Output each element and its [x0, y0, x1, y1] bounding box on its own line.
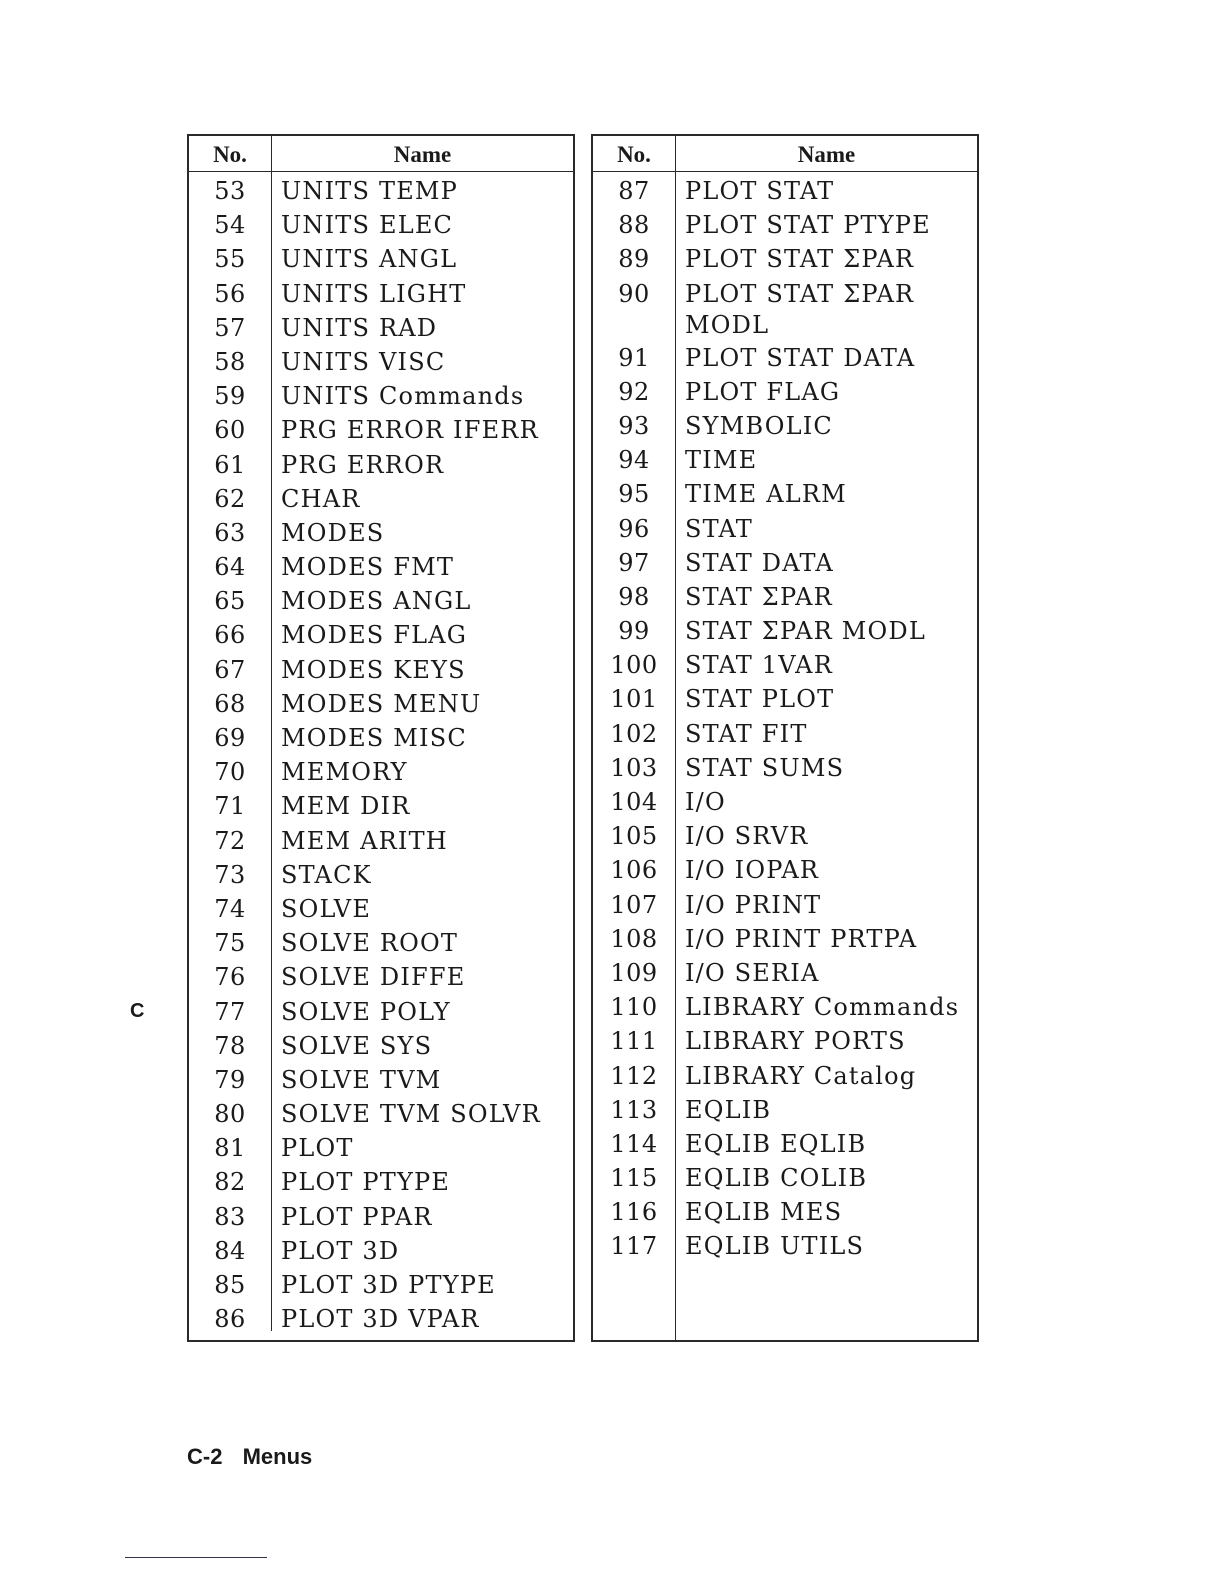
table-row [189, 822, 573, 856]
menu-name: MODES FMT [281, 553, 455, 582]
menu-name: PLOT STAT [685, 177, 835, 205]
menu-name: STAT 1VAR [685, 651, 833, 680]
menu-name: STACK [281, 860, 372, 889]
menu-name: PLOT [281, 1134, 354, 1163]
table-row [189, 719, 573, 753]
menu-number: 115 [610, 1164, 658, 1193]
table-row [189, 1095, 573, 1129]
table-row [189, 582, 573, 616]
appendix-tab: C [130, 1000, 145, 1022]
table-row [189, 1300, 573, 1334]
menu-name: I/O [685, 788, 726, 816]
menu-name: I/O PRINT [685, 890, 822, 919]
section-title: Menus [242, 1444, 313, 1469]
menu-number: 111 [610, 1027, 658, 1056]
table-header [189, 136, 573, 172]
menu-number: 67 [214, 655, 246, 684]
menu-name: UNITS VISC [281, 347, 446, 376]
menu-number: 116 [610, 1198, 658, 1227]
menu-name: PLOT STAT DATA [685, 343, 916, 372]
menu-number: 106 [610, 856, 658, 885]
table-row [189, 309, 573, 343]
menu-name: TIME [685, 446, 758, 475]
menu-number: 97 [618, 548, 650, 577]
menu-name: MODES [281, 518, 385, 547]
table-row [593, 886, 977, 920]
table-row [593, 954, 977, 988]
table-row [593, 988, 977, 1022]
table-row [189, 890, 573, 924]
table-row [189, 548, 573, 582]
table-row [593, 783, 977, 817]
menu-name: MODES MISC [281, 724, 467, 752]
header-name: Name [797, 142, 856, 167]
menu-name: MEM ARITH [281, 826, 448, 855]
menu-number: 65 [214, 587, 246, 616]
menu-number: 78 [214, 1031, 246, 1060]
menu-number: 82 [214, 1168, 246, 1197]
menu-name: LIBRARY Catalog [685, 1061, 917, 1090]
menu-number: 91 [618, 343, 650, 372]
table-row [593, 206, 977, 240]
menu-number: 87 [618, 177, 650, 205]
menu-number: 85 [214, 1271, 246, 1299]
menu-number: 90 [618, 279, 650, 308]
table-row [593, 817, 977, 851]
table-row [593, 578, 977, 612]
menu-number: 64 [214, 553, 246, 582]
menu-name: I/O SERIA [685, 958, 820, 987]
page-number: C-2 [187, 1444, 223, 1469]
menu-name-continued: MODL [685, 310, 770, 339]
menu-number: 71 [214, 792, 246, 821]
menu-number: 95 [618, 480, 650, 509]
menu-number: 76 [214, 963, 246, 992]
table-row [189, 377, 573, 411]
menu-name: MODES KEYS [281, 655, 466, 684]
table-row [189, 206, 573, 240]
table-row [593, 851, 977, 885]
table-row [593, 1091, 977, 1125]
menu-number: 84 [214, 1236, 246, 1265]
table-row [189, 240, 573, 274]
menu-number: 83 [214, 1202, 246, 1231]
menu-name: PLOT STAT ΣPAR [685, 279, 915, 308]
menu-number: 79 [214, 1065, 246, 1094]
menu-number: 89 [618, 245, 650, 274]
menu-name: I/O SRVR [685, 822, 809, 851]
header-name: Name [393, 142, 452, 167]
table-row [189, 856, 573, 890]
menu-number: 117 [610, 1232, 658, 1261]
menu-name: EQLIB COLIB [685, 1164, 868, 1193]
menu-number: 59 [214, 382, 246, 411]
table-row [189, 1061, 573, 1095]
menu-number: 54 [214, 211, 246, 240]
menu-number: 112 [610, 1061, 658, 1090]
menu-name: STAT FIT [685, 719, 808, 748]
menu-number: 74 [214, 894, 246, 923]
menu-name: I/O IOPAR [685, 856, 820, 885]
menu-name: STAT ΣPAR [685, 582, 833, 611]
menu-name: UNITS Commands [281, 382, 525, 411]
menu-table-right [591, 134, 979, 1342]
menu-name: UNITS RAD [281, 313, 438, 342]
menu-name: EQLIB [685, 1095, 772, 1124]
menu-number: 86 [214, 1305, 246, 1334]
menu-name: STAT SUMS [685, 753, 845, 782]
menu-number: 77 [214, 997, 246, 1026]
menu-number: 68 [214, 689, 246, 718]
menu-name: PLOT FLAG [685, 377, 841, 406]
menu-name: SOLVE DIFFE [281, 963, 466, 992]
table-row [189, 924, 573, 958]
menu-name: PRG ERROR IFERR [281, 416, 539, 445]
menu-number: 80 [214, 1100, 246, 1129]
menu-number: 110 [610, 993, 658, 1022]
menu-name: UNITS LIGHT [281, 279, 467, 308]
menu-name: MODES FLAG [281, 621, 468, 650]
table-row [593, 441, 977, 475]
menu-name: TIME ALRM [685, 480, 847, 509]
menu-number: 60 [214, 416, 246, 445]
menu-name: STAT [685, 514, 753, 543]
menu-name: MODES MENU [281, 689, 482, 718]
menu-name: LIBRARY Commands [685, 993, 960, 1022]
menu-name: EQLIB MES [685, 1198, 843, 1227]
menu-name: PLOT PTYPE [281, 1168, 451, 1197]
menu-number: 55 [214, 245, 246, 274]
table-row [593, 1227, 977, 1261]
menu-number: 94 [618, 446, 650, 475]
menu-number: 58 [214, 347, 246, 376]
menu-number: 53 [214, 177, 246, 205]
table-row [593, 275, 977, 339]
menu-number: 102 [610, 719, 658, 748]
table-row [593, 646, 977, 680]
table-row [593, 544, 977, 578]
menu-number: 57 [214, 313, 246, 342]
table-row [593, 1193, 977, 1227]
table-row [189, 1027, 573, 1061]
menu-number: 62 [214, 484, 246, 513]
table-body [189, 172, 573, 1334]
menu-name: PLOT PPAR [281, 1202, 433, 1231]
menu-name: STAT DATA [685, 548, 834, 577]
table-row [189, 685, 573, 719]
menu-name: MODES ANGL [281, 587, 472, 616]
table-row [189, 616, 573, 650]
table-row [189, 787, 573, 821]
table-row [593, 1159, 977, 1193]
table-row [593, 715, 977, 749]
table-row [189, 172, 573, 206]
menu-number: 93 [618, 411, 650, 440]
table-row [593, 407, 977, 441]
table-row [593, 1125, 977, 1159]
menu-name: SOLVE [281, 894, 372, 923]
menu-number: 88 [618, 211, 650, 240]
table-row [593, 680, 977, 714]
menu-name: SOLVE TVM SOLVR [281, 1100, 541, 1129]
menu-name: PLOT 3D VPAR [281, 1305, 480, 1334]
menu-name: STAT PLOT [685, 685, 835, 714]
menu-name: LIBRARY PORTS [685, 1027, 906, 1056]
table-row [593, 920, 977, 954]
table-row [593, 1022, 977, 1056]
table-row [593, 373, 977, 407]
table-row [593, 612, 977, 646]
menu-name: MEMORY [281, 758, 408, 787]
menu-number: 98 [618, 582, 650, 611]
table-row [593, 339, 977, 373]
header-no: No. [617, 142, 651, 167]
menu-number: 72 [214, 826, 246, 855]
menu-number: 75 [214, 929, 246, 958]
menu-number: 101 [610, 685, 658, 714]
table-row [593, 510, 977, 544]
header-no: No. [213, 142, 247, 167]
menu-name: EQLIB EQLIB [685, 1129, 867, 1158]
table-row [189, 514, 573, 548]
table-row [189, 993, 573, 1027]
menu-number: 81 [214, 1134, 246, 1163]
menu-name: MEM DIR [281, 792, 411, 821]
menu-name: PLOT STAT PTYPE [685, 211, 931, 240]
menu-table-left [187, 134, 575, 1342]
table-row [189, 480, 573, 514]
menu-name: SOLVE TVM [281, 1065, 442, 1094]
table-row [189, 275, 573, 309]
table-row [189, 1198, 573, 1232]
menu-name: PLOT 3D PTYPE [281, 1271, 496, 1299]
menu-name: PRG ERROR [281, 450, 445, 479]
menu-number: 105 [610, 822, 658, 851]
menu-number: 73 [214, 860, 246, 889]
menu-number: 104 [610, 788, 658, 816]
table-body [593, 172, 977, 1262]
menu-number: 103 [610, 753, 658, 782]
menu-number: 96 [618, 514, 650, 543]
menu-number: 99 [618, 617, 650, 646]
table-row [189, 753, 573, 787]
menu-number: 92 [618, 377, 650, 406]
table-row [593, 475, 977, 509]
menu-name: SOLVE SYS [281, 1031, 433, 1060]
menu-number: 63 [214, 518, 246, 547]
menu-name: CHAR [281, 484, 361, 513]
menu-number: 107 [610, 890, 658, 919]
table-row [189, 343, 573, 377]
menu-name: STAT ΣPAR MODL [685, 617, 926, 646]
table-row [189, 446, 573, 480]
menu-number: 56 [214, 279, 246, 308]
table-row [593, 1057, 977, 1091]
footer-rule [125, 1557, 267, 1558]
menu-name: UNITS ANGL [281, 245, 458, 274]
menu-name: SYMBOLIC [685, 411, 833, 440]
table-row [189, 1129, 573, 1163]
table-row [189, 1232, 573, 1266]
menu-number: 66 [214, 621, 246, 650]
menu-name: I/O PRINT PRTPA [685, 924, 918, 953]
menu-name: UNITS TEMP [281, 177, 459, 205]
menu-name: SOLVE ROOT [281, 929, 459, 958]
menu-number: 100 [610, 651, 658, 680]
table-row [189, 651, 573, 685]
menu-name: PLOT 3D [281, 1236, 400, 1265]
menu-number: 113 [610, 1095, 658, 1124]
menu-number: 61 [214, 450, 246, 479]
table-row [593, 240, 977, 274]
table-row [189, 1163, 573, 1197]
menu-number: 114 [610, 1129, 658, 1158]
menu-number: 109 [610, 958, 658, 987]
table-header [593, 136, 977, 172]
table-row [189, 411, 573, 445]
menu-number: 108 [610, 924, 658, 953]
menu-number: 69 [214, 724, 246, 752]
page-footer [187, 1444, 312, 1470]
menu-name: EQLIB UTILS [685, 1232, 865, 1261]
menu-number: 70 [214, 758, 246, 787]
table-row [189, 1266, 573, 1300]
table-row [593, 172, 977, 206]
menu-name: UNITS ELEC [281, 211, 454, 240]
menu-name: SOLVE POLY [281, 997, 451, 1026]
menu-name: PLOT STAT ΣPAR [685, 245, 915, 274]
table-row [593, 749, 977, 783]
table-row [189, 958, 573, 992]
